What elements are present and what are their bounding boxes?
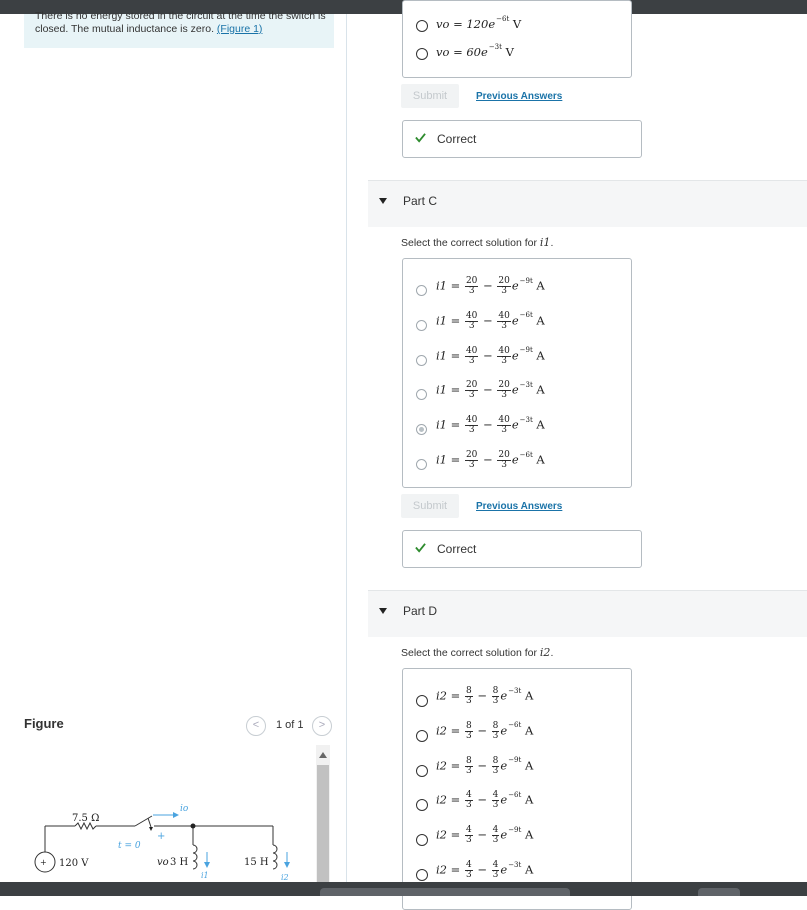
chevron-left-icon: <: [252, 719, 260, 731]
partD-radio-0[interactable]: [416, 695, 428, 707]
partD-option-5-text: i2 = $\frac{4}{3}$ − $\frac{4}{3}$ $e^{-3t}$ A: [436, 860, 534, 880]
figure-page-count: 1 of 1: [276, 719, 304, 731]
partC-radio-5[interactable]: [416, 459, 427, 470]
partC-radio-1[interactable]: [416, 320, 427, 331]
partC-submit-button[interactable]: Submit: [401, 494, 459, 518]
partC-option-5-text: i1 = $\frac{20}{3}$ − $\frac{20}{3}$ $e^{-6t}$ A: [436, 450, 545, 470]
current1-label: i1: [201, 871, 209, 880]
partB-options-box: [402, 0, 632, 78]
partD-options-box: [402, 668, 632, 910]
inductor1-label: 3 H: [170, 857, 189, 868]
next-figure-button[interactable]: [312, 716, 332, 736]
partC-option-1-text: i1 = $\frac{40}{3}$ − $\frac{40}{3}$ $e^{-6t}$ A: [436, 310, 545, 331]
caret-down-icon: [379, 198, 387, 204]
partC-feedback-text: Correct: [437, 542, 477, 556]
check-icon: [415, 542, 426, 553]
switch-time-label: t = 0: [118, 841, 141, 851]
prev-figure-button[interactable]: [246, 716, 266, 736]
intro-text: There is no energy stored in the circuit at the time the switch is closed. The mutual inductance is zero.: [35, 10, 326, 35]
problem-intro: [24, 10, 334, 48]
taskbar-tab[interactable]: [320, 888, 570, 896]
source-plus-label: +: [40, 858, 47, 867]
partB-previous-answers-link[interactable]: Previous Answers: [476, 91, 563, 102]
pane-divider: [346, 14, 347, 882]
partC-radio-0[interactable]: [416, 285, 427, 296]
partC-title: Part C: [403, 194, 438, 208]
partC-option-2-text: i1 = $\frac{40}{3}$ − $\frac{40}{3}$ $e^{-9t}$ A: [436, 345, 545, 366]
partD-radio-4[interactable]: [416, 834, 428, 846]
check-icon: [415, 132, 426, 143]
current-o-label: io: [180, 804, 189, 814]
partB-option-0-text: vo = $120e^{-6t}$ V: [436, 15, 522, 31]
partD-header[interactable]: [368, 590, 807, 637]
partD-option-0-text: i2 = $\frac{8}{3}$ − $\frac{8}{3}$ $e^{-3t}$ A: [436, 686, 534, 706]
left-pane: [0, 0, 346, 896]
partD-option-2-text: i2 = $\frac{8}{3}$ − $\frac{8}{3}$ $e^{-9t}$ A: [436, 755, 534, 776]
partC-option-3-text: i1 = $\frac{20}{3}$ − $\frac{20}{3}$ $e^{-3t}$ A: [436, 380, 545, 401]
partB-feedback-text: Correct: [437, 132, 477, 146]
partC-option-4-text: i1 = $\frac{40}{3}$ − $\frac{40}{3}$ $e^{-3t}$ A: [436, 415, 545, 436]
partD-radio-3[interactable]: [416, 799, 428, 811]
partC-options-box: [402, 258, 632, 488]
partD-option-4-text: i2 = $\frac{4}{3}$ − $\frac{4}{3}$ $e^{-9t}$ A: [436, 825, 534, 846]
partD-radio-5[interactable]: [416, 869, 428, 881]
chevron-right-icon: >: [318, 719, 326, 731]
partD-option-3-text: i2 = $\frac{4}{3}$ − $\frac{4}{3}$ $e^{-6t}$ A: [436, 790, 534, 811]
source-label: 120 V: [59, 858, 89, 869]
partB-radio-1[interactable]: [416, 48, 428, 60]
circuit-diagram: [30, 800, 315, 882]
partC-radio-2[interactable]: [416, 355, 427, 366]
browser-bottom-bar: [0, 882, 807, 896]
voltage-plus-label: +: [157, 831, 166, 842]
current2-label: i2: [281, 873, 289, 882]
partC-radio-4[interactable]: [416, 424, 427, 435]
inductor2-label: 15 H: [244, 857, 269, 868]
figure-label: Figure: [24, 716, 64, 731]
partD-radio-2[interactable]: [416, 765, 428, 777]
partB-radio-0[interactable]: [416, 20, 428, 32]
partC-previous-answers-link[interactable]: Previous Answers: [476, 501, 563, 512]
partD-option-1-text: i2 = $\frac{8}{3}$ − $\frac{8}{3}$ $e^{-6t}$ A: [436, 720, 534, 741]
partB-option-1-text: vo = $60e^{-3t}$ V: [436, 43, 514, 59]
figure-pager: [246, 716, 336, 736]
partB-feedback: [402, 120, 642, 158]
scroll-thumb[interactable]: [317, 765, 329, 882]
caret-down-icon: [379, 608, 387, 614]
taskbar-tab[interactable]: [698, 888, 740, 896]
intro-paragraph: [35, 10, 330, 36]
partB-submit-button[interactable]: Submit: [401, 84, 459, 108]
partC-header[interactable]: [368, 180, 807, 227]
partD-prompt: Select the correct solution for i2.: [401, 646, 554, 659]
partC-radio-3[interactable]: [416, 389, 427, 400]
partC-option-0-text: i1 = $\frac{20}{3}$ − $\frac{20}{3}$ $e^{-9t}$ A: [436, 276, 545, 296]
voltage-label: vo: [157, 857, 169, 868]
scroll-up-arrow-icon[interactable]: [319, 752, 327, 758]
resistor-label: 7.5 Ω: [72, 813, 100, 824]
partC-feedback: [402, 530, 642, 568]
partC-prompt: Select the correct solution for i1.: [401, 236, 554, 249]
circuit-node: [191, 824, 196, 829]
partD-title: Part D: [403, 604, 438, 618]
partD-radio-1[interactable]: [416, 730, 428, 742]
figure-link[interactable]: (Figure 1): [216, 23, 263, 35]
